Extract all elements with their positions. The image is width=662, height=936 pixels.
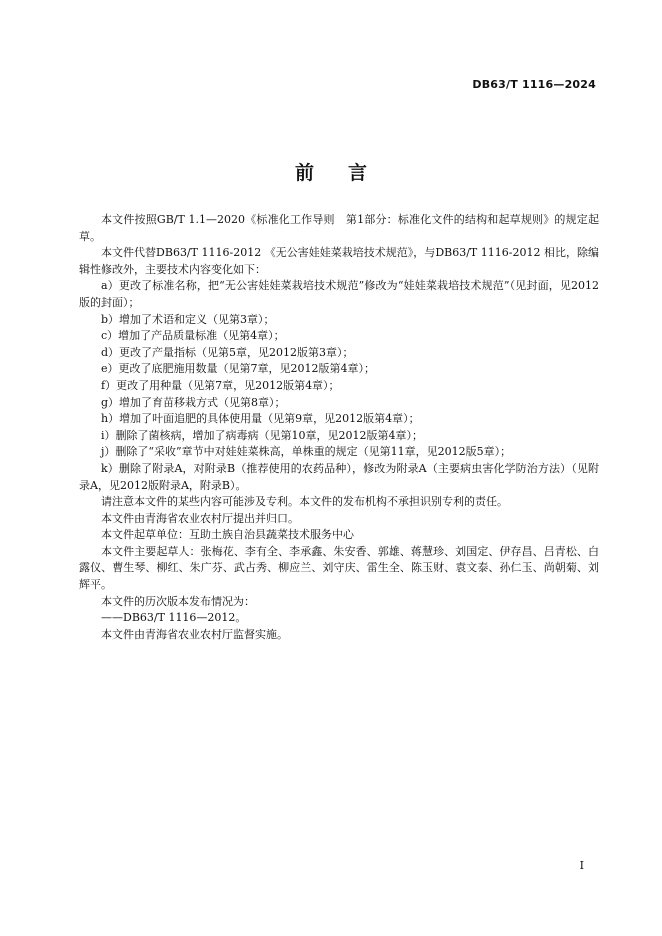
change-item-e: e）更改了底肥施用数量（见第7章，见2012版第4章）； <box>101 362 375 376</box>
change-item-c: c）增加了产品质量标准（见第4章）； <box>101 329 285 343</box>
foreword-body <box>79 212 599 643</box>
version-history-item: ——DB63/T 1116—2012。 <box>101 611 247 625</box>
version-history-heading: 本文件的历次版本发布情况为： <box>101 594 255 608</box>
page-title: 前言 <box>294 162 401 184</box>
document-code: DB63/T 1116—2024 <box>472 78 596 91</box>
change-item-k: k）删除了附录A，对附录B（推荐使用的农药品种），修改为附录A（主要病虫害化学防治方法）（见附录A，见2012版附录A，附录B）。 <box>79 461 599 492</box>
change-item-d: d）更改了产量指标（见第5章，见2012版第3章）； <box>101 345 354 359</box>
drafters: 本文件主要起草人：张梅花、李有全、李承鑫、朱安香、郭雄、蒋慧珍、刘国定、伊存昌、吕青松、白露仪、曹生琴、柳红、朱广芬、武占秀、柳应兰、刘守庆、雷生全、陈玉财、袁文泰、孙仁玉、尚朝菊、刘辉平。 <box>79 544 599 592</box>
page-number: I <box>579 859 584 872</box>
drafting-unit: 本文件起草单位：互助土族自治县蔬菜技术服务中心 <box>101 528 354 542</box>
change-item-h: h）增加了叶面追肥的具体使用量（见第9章，见2012版第4章）； <box>101 412 420 426</box>
change-item-b: b）增加了术语和定义（见第3章）； <box>101 312 275 326</box>
change-item-a: a）更改了标准名称，把“无公害娃娃菜栽培技术规范”修改为“娃娃菜栽培技术规范”（见封面，见2012版的封面）； <box>79 279 599 309</box>
paragraph-replacement: 本文件代替DB63/T 1116-2012 《无公害娃娃菜栽培技术规范》，与DB63/T 1116-2012 相比，除编辑性修改外，主要技术内容变化如下： <box>79 246 599 276</box>
change-item-i: i）删除了菌核病，增加了病毒病（见第10章，见2012版第4章）； <box>101 428 424 442</box>
change-item-j: j）删除了“采收”章节中对娃娃菜株高，单株重的规定（见第11章，见2012版5章）； <box>101 445 512 459</box>
patent-notice: 请注意本文件的某些内容可能涉及专利。本文件的发布机构不承担识别专利的责任。 <box>101 495 508 509</box>
proposer-statement: 本文件由青海省农业农村厅提出并归口。 <box>101 511 299 525</box>
supervision-statement: 本文件由青海省农业农村厅监督实施。 <box>101 627 288 641</box>
change-item-g: g）增加了育苗移栽方式（见第8章）； <box>101 395 286 409</box>
change-item-f: f）更改了用种量（见第7章，见2012版第4章）； <box>101 378 340 392</box>
paragraph-drafting-rules: 本文件按照GB/T 1.1—2020《标准化工作导则 第1部分：标准化文件的结构和起草规则》的规定起草。 <box>79 213 599 243</box>
